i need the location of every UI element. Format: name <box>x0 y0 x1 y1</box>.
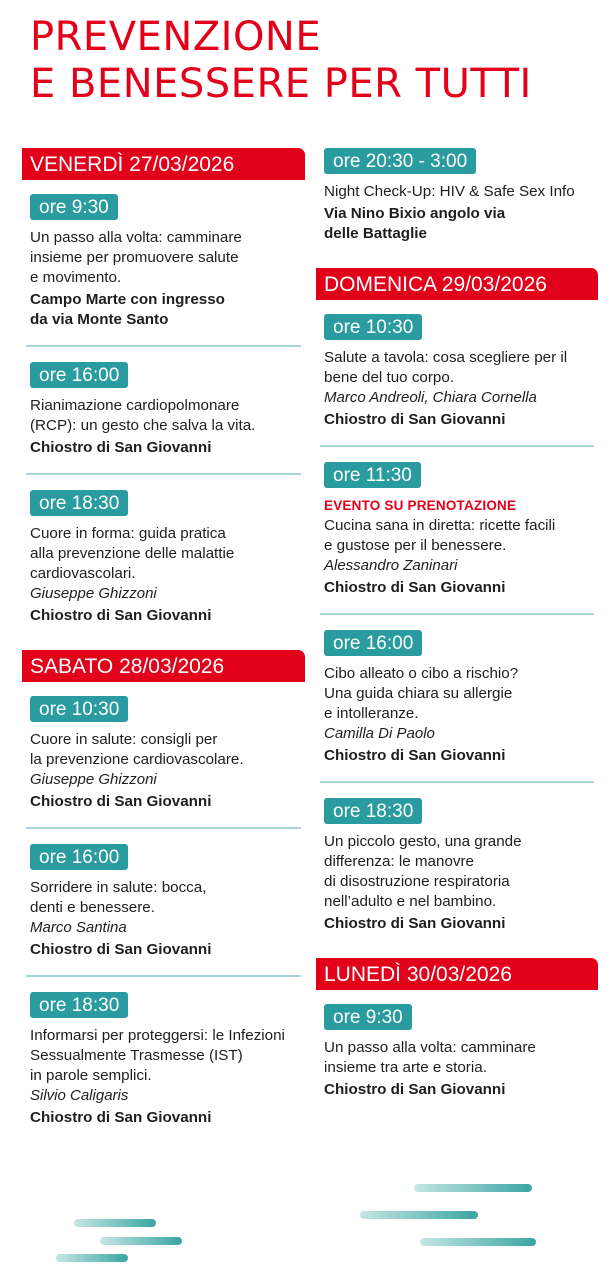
day-header-monday: LUNEDÌ 30/03/2026 <box>316 958 598 990</box>
event-description: Night Check-Up: HIV & Safe Sex Info <box>324 183 575 200</box>
event-description: Cuore in salute: consigli per la prevenzione cardiovascolare. <box>30 731 244 768</box>
event-fri-1830 <box>22 490 305 626</box>
event-divider <box>320 445 594 447</box>
event-speaker: Silvio Caligaris <box>30 1087 129 1104</box>
event-time-badge: ore 10:30 <box>30 696 128 722</box>
event-description: Salute a tavola: cosa scegliere per il bene del tuo corpo. <box>324 349 568 386</box>
title-line-2: E BENESSERE PER TUTTI <box>30 61 532 107</box>
event-speaker: Camilla Di Paolo <box>324 725 435 742</box>
event-time-badge: ore 18:30 <box>324 798 422 824</box>
event-location: Chiostro di San Giovanni <box>30 607 212 624</box>
page-title <box>30 14 532 108</box>
left-column <box>22 148 305 1128</box>
event-description: Cucina sana in diretta: ricette facili e gustose per il benessere. <box>324 517 556 554</box>
event-divider <box>26 827 301 829</box>
stripe <box>56 1254 128 1262</box>
event-time-badge: ore 18:30 <box>30 490 128 516</box>
event-time-badge: ore 10:30 <box>324 314 422 340</box>
event-description: Informarsi per proteggersi: le Infezioni Sessualmente Trasmesse (IST) in parole semplici. <box>30 1027 285 1084</box>
event-sun-1130 <box>316 462 598 598</box>
event-location: Chiostro di San Giovanni <box>324 747 506 764</box>
stripe <box>100 1237 182 1245</box>
event-location: Chiostro di San Giovanni <box>30 793 212 810</box>
day-header-friday: VENERDÌ 27/03/2026 <box>22 148 305 180</box>
event-time-badge: ore 9:30 <box>30 194 118 220</box>
event-speaker: Marco Andreoli, Chiara Cornella <box>324 389 537 406</box>
event-time-badge: ore 18:30 <box>30 992 128 1018</box>
event-location: Chiostro di San Giovanni <box>30 439 212 456</box>
event-sun-1830 <box>316 798 598 934</box>
event-divider <box>26 345 301 347</box>
event-description: Un passo alla volta: camminare insieme per promuovere salute e movimento. <box>30 229 242 286</box>
event-divider <box>26 473 301 475</box>
event-description: Cuore in forma: guida pratica alla prevenzione delle malattie cardiovascolari. <box>30 525 235 582</box>
event-sun-1030 <box>316 314 598 430</box>
event-speaker: Giuseppe Ghizzoni <box>30 585 157 602</box>
event-description: Cibo alleato o cibo a rischio? Una guida chiara su allergie e intolleranze. <box>324 665 519 722</box>
event-fri-0930 <box>22 194 305 330</box>
event-location: Campo Marte con ingresso da via Monte Santo <box>30 291 225 328</box>
event-time-badge: ore 20:30 - 3:00 <box>324 148 476 174</box>
stripe <box>74 1219 156 1227</box>
event-description: Un piccolo gesto, una grande differenza: le manovre di disostruzione respiratoria nell’adulto e nel bambino. <box>324 833 522 910</box>
event-speaker: Giuseppe Ghizzoni <box>30 771 157 788</box>
event-divider <box>26 975 301 977</box>
stripe <box>360 1211 478 1219</box>
event-sun-1600 <box>316 630 598 766</box>
event-location: Chiostro di San Giovanni <box>324 915 506 932</box>
right-column <box>316 148 598 1100</box>
event-location: Via Nino Bixio angolo via delle Battaglie <box>324 205 506 242</box>
event-location: Chiostro di San Giovanni <box>30 941 212 958</box>
event-description: Rianimazione cardiopolmonare (RCP): un gesto che salva la vita. <box>30 397 256 434</box>
event-location: Chiostro di San Giovanni <box>324 1081 506 1098</box>
event-time-badge: ore 16:00 <box>30 844 128 870</box>
event-sat-1830 <box>22 992 305 1128</box>
event-divider <box>320 613 594 615</box>
event-description: Sorridere in salute: bocca, denti e benessere. <box>30 879 207 916</box>
event-mon-0930 <box>316 1004 598 1100</box>
event-time-badge: ore 16:00 <box>324 630 422 656</box>
event-sat-1030 <box>22 696 305 812</box>
event-time-badge: ore 9:30 <box>324 1004 412 1030</box>
event-sat-1600 <box>22 844 305 960</box>
stripe <box>420 1238 536 1246</box>
title-line-1: PREVENZIONE <box>30 14 322 60</box>
event-location: Chiostro di San Giovanni <box>30 1109 212 1126</box>
day-header-saturday: SABATO 28/03/2026 <box>22 650 305 682</box>
booking-required-note: EVENTO SU PRENOTAZIONE <box>324 498 517 513</box>
event-speaker: Marco Santina <box>30 919 127 936</box>
event-speaker: Alessandro Zaninari <box>324 557 458 574</box>
event-time-badge: ore 16:00 <box>30 362 128 388</box>
stripe <box>414 1184 532 1192</box>
event-location: Chiostro di San Giovanni <box>324 411 506 428</box>
day-header-sunday: DOMENICA 29/03/2026 <box>316 268 598 300</box>
event-location: Chiostro di San Giovanni <box>324 579 506 596</box>
event-fri-1600 <box>22 362 305 458</box>
event-sat-2030 <box>316 148 598 244</box>
event-divider <box>320 781 594 783</box>
event-time-badge: ore 11:30 <box>324 462 421 488</box>
event-description: Un passo alla volta: camminare insieme tra arte e storia. <box>324 1039 536 1076</box>
